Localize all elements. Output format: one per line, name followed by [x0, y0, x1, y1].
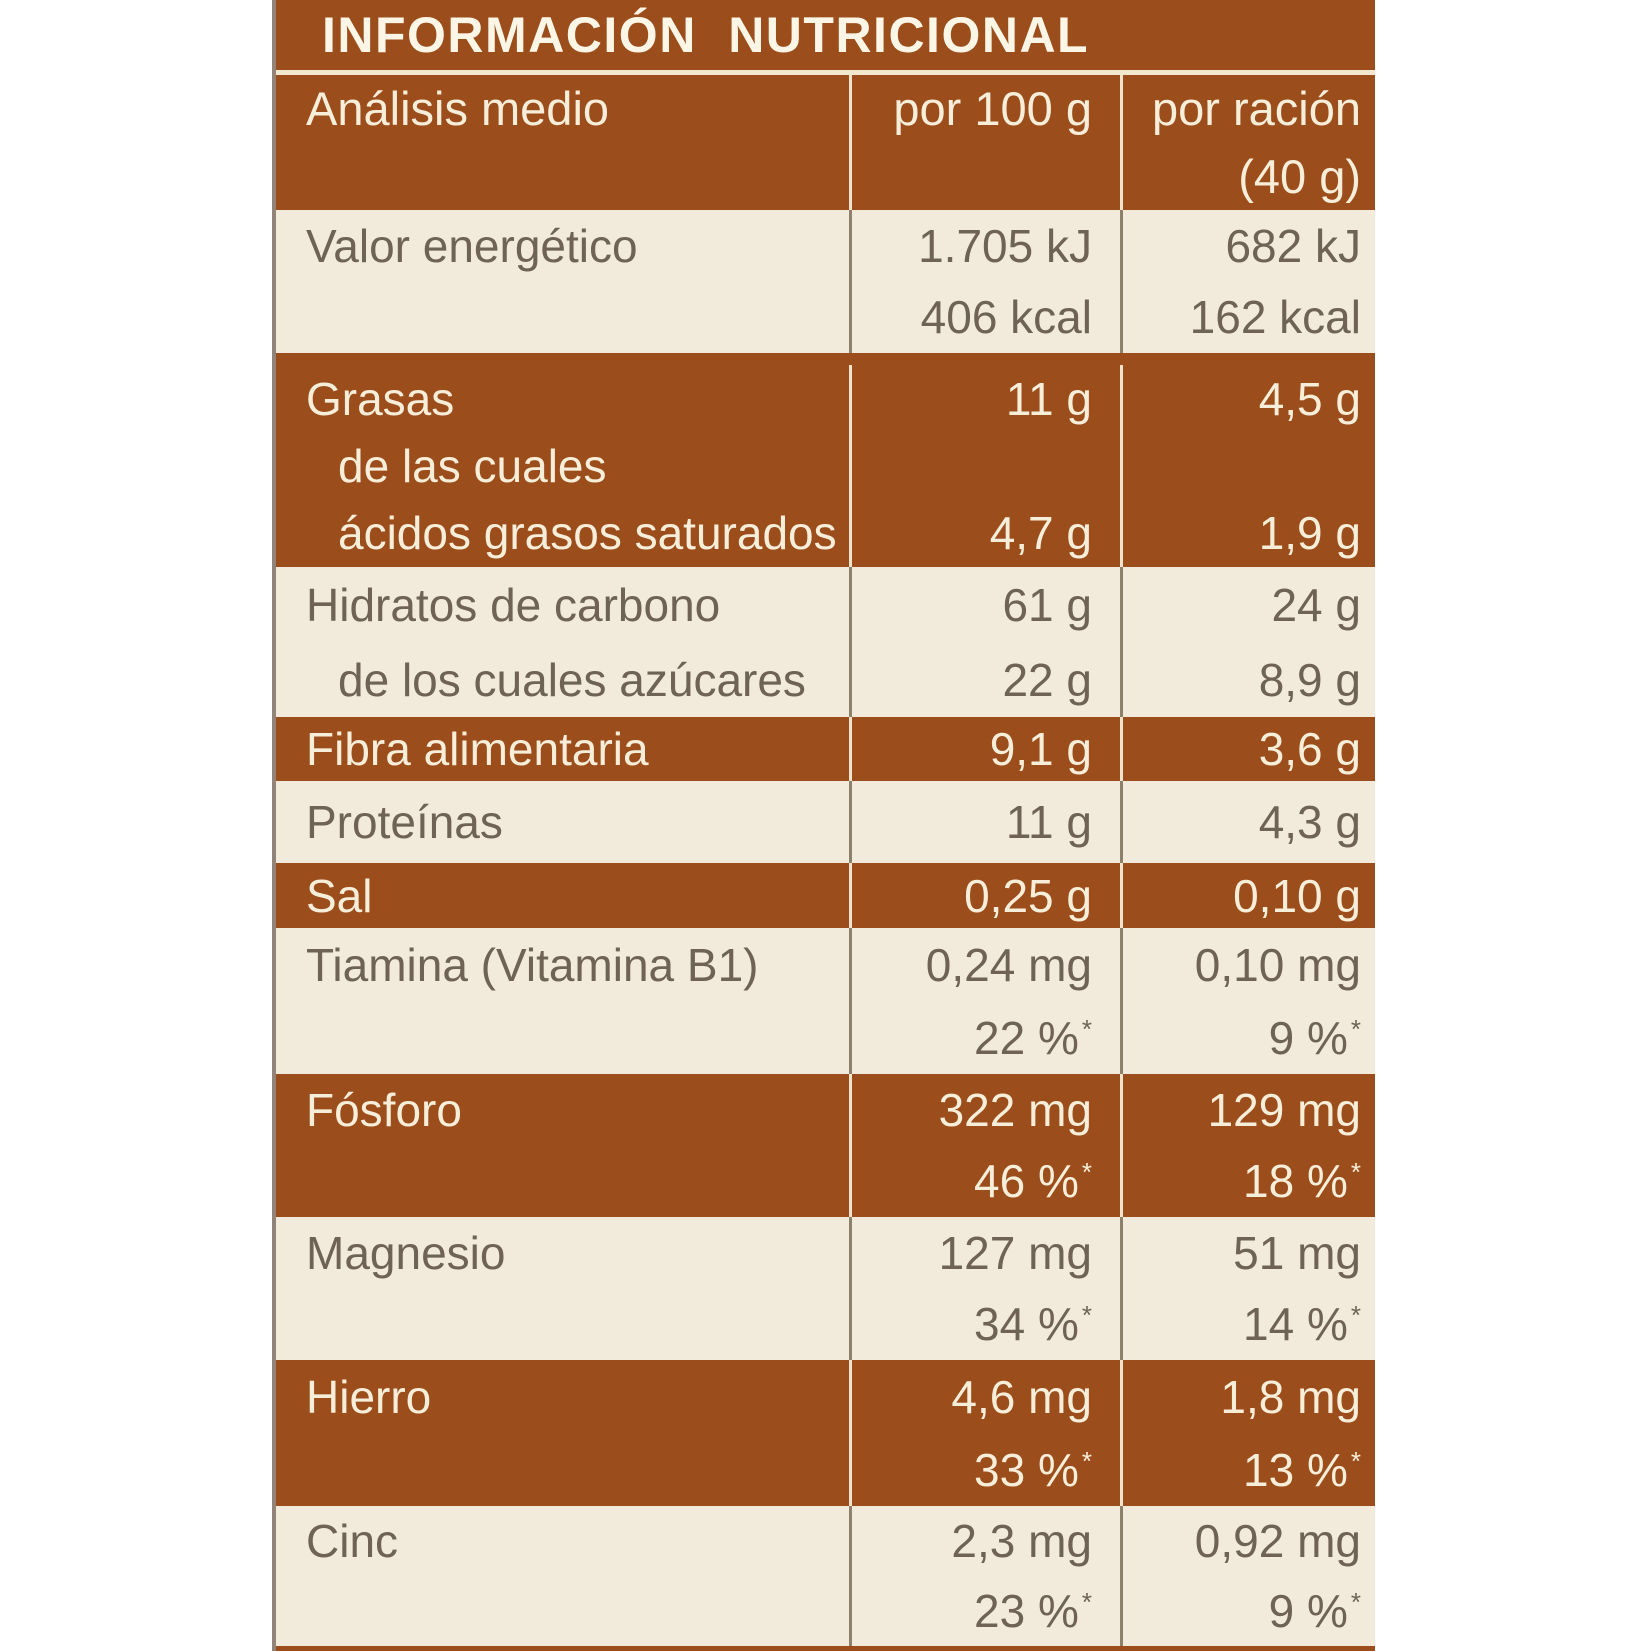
value-per-100g: 0,25 g — [964, 869, 1092, 922]
nutrient-label: de los cuales azúcares — [338, 653, 806, 706]
column-header-racion-grams: (40 g) — [1238, 149, 1361, 203]
value-per-100g: 1.705 kJ — [918, 219, 1092, 272]
row-tiamina — [276, 928, 1375, 1074]
nutrient-label: Fósforo — [306, 1083, 462, 1136]
nutrient-label-cell — [276, 1360, 849, 1506]
value-per-racion: 0,10 mg — [1194, 938, 1361, 991]
row-fibra-alimentaria — [276, 717, 1375, 781]
value-per-racion: 1,9 g — [1258, 507, 1361, 560]
nutrient-label-cell — [276, 210, 849, 353]
per-100g-cell — [849, 567, 1120, 717]
value-per-100g: 46 % * — [974, 1155, 1092, 1208]
value-per-100g: 406 kcal — [920, 291, 1092, 344]
value-per-100g: 0,24 mg — [925, 938, 1092, 991]
row-sal — [276, 863, 1375, 928]
value-per-racion: 4,5 g — [1258, 372, 1361, 425]
header-row — [276, 75, 1375, 210]
row-cinc — [276, 1506, 1375, 1646]
per-racion-cell — [1120, 863, 1375, 928]
nutrition-table — [272, 0, 1375, 1651]
column-header-analisis-medio: Análisis medio — [306, 82, 610, 136]
row-grasas — [276, 353, 1375, 567]
table-title: INFORMACIÓN NUTRICIONAL — [322, 7, 1090, 63]
nutrient-label: ácidos grasos saturados — [338, 507, 837, 560]
nutrient-label: de las cuales — [338, 439, 607, 492]
nutrient-label-cell — [276, 1074, 849, 1217]
column-header-por-100g: por 100 g — [893, 82, 1092, 136]
nutrient-label-cell — [276, 863, 849, 928]
value-per-racion: 4,3 g — [1258, 796, 1361, 848]
value-per-100g: 4,6 mg — [951, 1370, 1092, 1423]
value-per-100g: 11 g — [1005, 372, 1092, 425]
per-racion-cell — [1120, 717, 1375, 781]
value-per-racion: 13 % * — [1243, 1443, 1361, 1496]
value-per-100g: 9,1 g — [989, 723, 1092, 775]
value-per-racion: 682 kJ — [1225, 219, 1361, 272]
value-per-racion: 9 % * — [1268, 1585, 1361, 1637]
value-per-100g: 127 mg — [938, 1226, 1092, 1279]
per-100g-cell — [849, 365, 1120, 567]
nutrient-label: Magnesio — [306, 1226, 506, 1279]
per-100g-cell — [849, 781, 1120, 863]
value-per-racion: 14 % * — [1243, 1298, 1361, 1351]
value-per-racion: 9 % * — [1268, 1011, 1361, 1064]
row-hidratos-de-carbono — [276, 567, 1375, 717]
value-per-100g: 22 g — [1002, 653, 1092, 706]
column-header-por-racion: por ración — [1152, 82, 1361, 136]
value-per-racion: 18 % * — [1243, 1155, 1361, 1208]
per-racion-cell — [1120, 1360, 1375, 1506]
value-per-100g: 4,7 g — [989, 507, 1092, 560]
asterisk-footnote-marker: * — [1081, 1157, 1092, 1188]
value-per-racion: 0,92 mg — [1194, 1515, 1361, 1567]
header-per-100g-cell — [849, 75, 1120, 210]
value-per-racion: 51 mg — [1233, 1226, 1361, 1279]
nutrient-rows — [276, 210, 1375, 1646]
per-100g-cell — [849, 1506, 1120, 1646]
asterisk-footnote-marker: * — [1081, 1445, 1092, 1476]
per-racion-cell — [1120, 1217, 1375, 1360]
nutrient-label-cell — [276, 1217, 849, 1360]
value-per-100g: 23 % * — [974, 1585, 1092, 1637]
per-racion-cell — [1120, 781, 1375, 863]
asterisk-footnote-marker: * — [1350, 1157, 1361, 1188]
header-per-racion-cell — [1120, 75, 1375, 210]
nutrient-label-cell — [276, 567, 849, 717]
asterisk-footnote-marker: * — [1350, 1013, 1361, 1044]
nutrient-label: Hidratos de carbono — [306, 578, 721, 631]
per-100g-cell — [849, 863, 1120, 928]
nutrient-label: Cinc — [306, 1515, 399, 1567]
nutrient-label-cell — [276, 365, 849, 567]
asterisk-footnote-marker: * — [1081, 1013, 1092, 1044]
per-100g-cell — [849, 1217, 1120, 1360]
asterisk-footnote-marker: * — [1081, 1587, 1092, 1617]
value-per-100g: 33 % * — [974, 1443, 1092, 1496]
per-100g-cell — [849, 210, 1120, 353]
header-label-cell — [276, 75, 849, 210]
value-per-100g: 322 mg — [938, 1083, 1092, 1136]
per-100g-cell — [849, 1360, 1120, 1506]
bottom-border — [276, 1646, 1375, 1651]
per-100g-cell — [849, 1074, 1120, 1217]
value-per-racion: 0,10 g — [1233, 869, 1361, 922]
row-proteinas — [276, 781, 1375, 863]
asterisk-footnote-marker: * — [1081, 1300, 1092, 1331]
per-racion-cell — [1120, 567, 1375, 717]
per-100g-cell — [849, 928, 1120, 1074]
nutrient-label-cell — [276, 717, 849, 781]
value-per-racion: 3,6 g — [1258, 723, 1361, 775]
nutrient-label: Hierro — [306, 1370, 432, 1423]
per-racion-cell — [1120, 928, 1375, 1074]
row-fosforo — [276, 1074, 1375, 1217]
value-per-racion: 129 mg — [1207, 1083, 1361, 1136]
row-magnesio — [276, 1217, 1375, 1360]
value-per-100g: 34 % * — [974, 1298, 1092, 1351]
asterisk-footnote-marker: * — [1350, 1445, 1361, 1476]
table-title-bar — [276, 0, 1375, 75]
nutrient-label: Sal — [306, 869, 373, 922]
row-hierro — [276, 1360, 1375, 1506]
nutrient-label-cell — [276, 781, 849, 863]
nutrient-label: Tiamina (Vitamina B1) — [306, 938, 759, 991]
value-per-racion: 24 g — [1271, 578, 1361, 631]
value-per-racion: 162 kcal — [1189, 291, 1361, 344]
value-per-100g: 61 g — [1002, 578, 1092, 631]
per-racion-cell — [1120, 365, 1375, 567]
value-per-100g: 2,3 mg — [951, 1515, 1092, 1567]
value-per-100g: 11 g — [1005, 796, 1092, 848]
value-per-racion: 8,9 g — [1258, 653, 1361, 706]
nutrient-label: Grasas — [306, 372, 455, 425]
per-racion-cell — [1120, 1506, 1375, 1646]
nutrient-label: Fibra alimentaria — [306, 723, 649, 775]
row-valor-energetico — [276, 210, 1375, 353]
asterisk-footnote-marker: * — [1350, 1587, 1361, 1617]
value-per-racion: 1,8 mg — [1220, 1370, 1361, 1423]
nutrient-label: Proteínas — [306, 796, 503, 848]
value-per-100g: 22 % * — [974, 1011, 1092, 1064]
per-racion-cell — [1120, 210, 1375, 353]
nutrient-label-cell — [276, 1506, 849, 1646]
asterisk-footnote-marker: * — [1350, 1300, 1361, 1331]
per-100g-cell — [849, 717, 1120, 781]
nutrient-label-cell — [276, 928, 849, 1074]
per-racion-cell — [1120, 1074, 1375, 1217]
nutrient-label: Valor energético — [306, 219, 638, 272]
